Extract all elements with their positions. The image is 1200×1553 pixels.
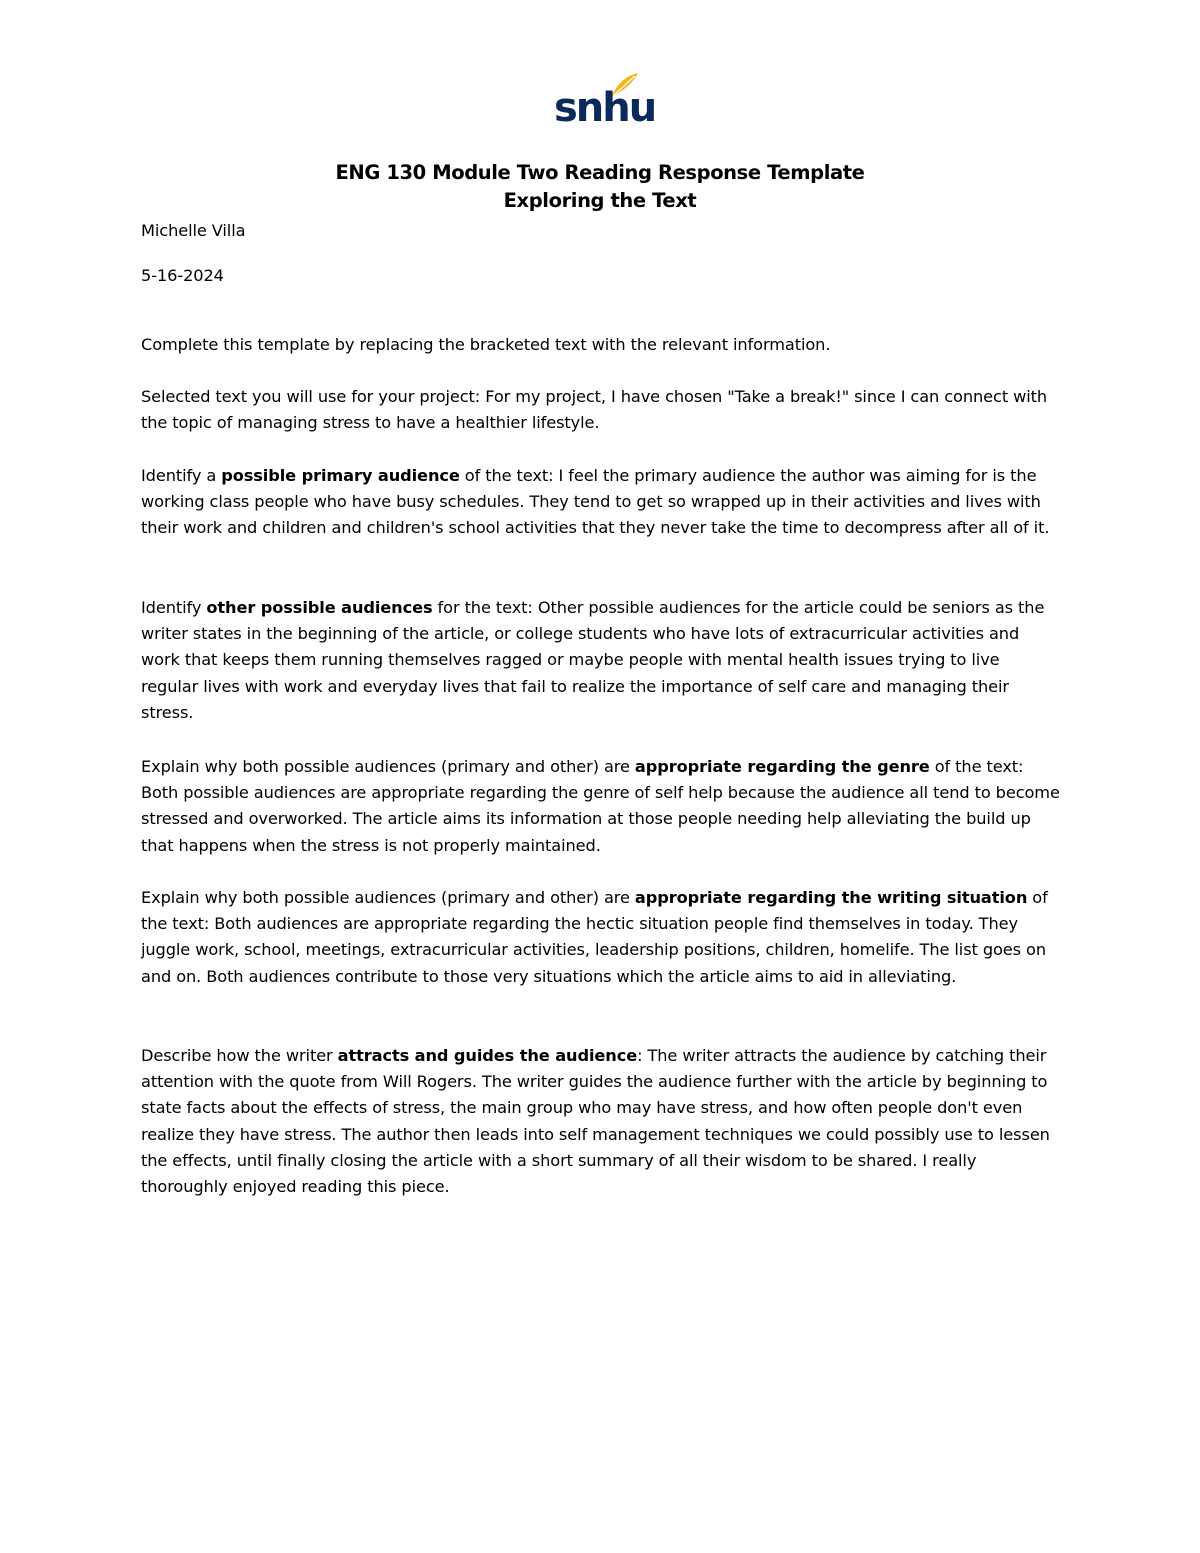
prompt-keyword: possible primary audience	[221, 466, 460, 485]
prompt-keyword: appropriate regarding the writing situation	[634, 888, 1028, 907]
logo-wordmark: snhu	[554, 85, 656, 131]
prompt-suffix: for the text:	[432, 598, 538, 617]
prompt-prefix: Selected text you will use for your project:	[141, 387, 486, 406]
section-writing-situation	[141, 885, 1061, 990]
section-other-audiences	[141, 595, 1061, 726]
snhu-logo	[554, 72, 656, 134]
prompt-prefix: Explain why both possible audiences (primary and other) are	[141, 888, 635, 907]
answer-text: I feel the primary audience the author was aiming for is the working class people who have busy schedules. They tend to get so wrapped up in their activities and lives with their work and children and children's school activities that they never take the time to decompress after all of it.	[141, 466, 1050, 538]
answer-text: Both audiences are appropriate regarding the hectic situation people find themselves in today. They juggle work, school, meetings, extracurricular activities, leadership positions, children, homelife. The list goes on and on. Both audiences contribute to those very situations which the article aims to aid in alleviating.	[141, 914, 1047, 986]
section-selected-text	[141, 384, 1061, 436]
title-line-1: ENG 130 Module Two Reading Response Template	[335, 161, 865, 184]
prompt-suffix: of the text:	[929, 757, 1024, 776]
section-attracts-guides	[141, 1043, 1061, 1200]
section-genre	[141, 754, 1061, 859]
prompt-prefix: Identify	[141, 598, 207, 617]
prompt-keyword: attracts and guides the audience	[337, 1046, 638, 1065]
answer-text: For my project, I have chosen "Take a break!" since I can connect with the topic of managing stress to have a healthier lifestyle.	[141, 387, 1048, 433]
answer-text: Other possible audiences for the article could be seniors as the writer states in the beginning of the article, or college students who have lots of extracurricular activities and work that keeps them running themselves ragged or maybe people with mental health issues trying to live regular lives with work and everyday lives that fail to realize the importance of self care and managing their stress.	[141, 598, 1045, 722]
prompt-suffix: :	[637, 1046, 648, 1065]
section-primary-audience	[141, 463, 1061, 542]
student-name: Michelle Villa	[141, 221, 246, 240]
document-title	[0, 159, 1200, 215]
answer-text: Both possible audiences are appropriate regarding the genre of self help because the audience all tend to become stressed and overworked. The article aims its information at those people needing help alleviating the build up that happens when the stress is not properly maintained.	[141, 783, 1060, 855]
document-date: 5-16-2024	[141, 266, 224, 285]
prompt-prefix: Identify a	[141, 466, 222, 485]
title-line-2: Exploring the Text	[503, 189, 697, 212]
answer-text: The writer attracts the audience by catching their attention with the quote from Will Rogers. The writer guides the audience further with the article by beginning to state facts about the effects of stress, the main group who may have stress, and how often people don't even realize they have stress. The author then leads into self management techniques we could possibly use to lessen the effects, until finally closing the article with a short summary of all their wisdom to be shared. I really thoroughly enjoyed reading this piece.	[141, 1046, 1050, 1197]
prompt-keyword: other possible audiences	[206, 598, 433, 617]
instructions: Complete this template by replacing the bracketed text with the relevant information.	[141, 335, 831, 354]
prompt-keyword: appropriate regarding the genre	[634, 757, 930, 776]
prompt-suffix: of the text:	[459, 466, 559, 485]
prompt-prefix: Describe how the writer	[141, 1046, 338, 1065]
prompt-prefix: Explain why both possible audiences (primary and other) are	[141, 757, 635, 776]
prompt-suffix: of the text:	[141, 888, 1048, 934]
